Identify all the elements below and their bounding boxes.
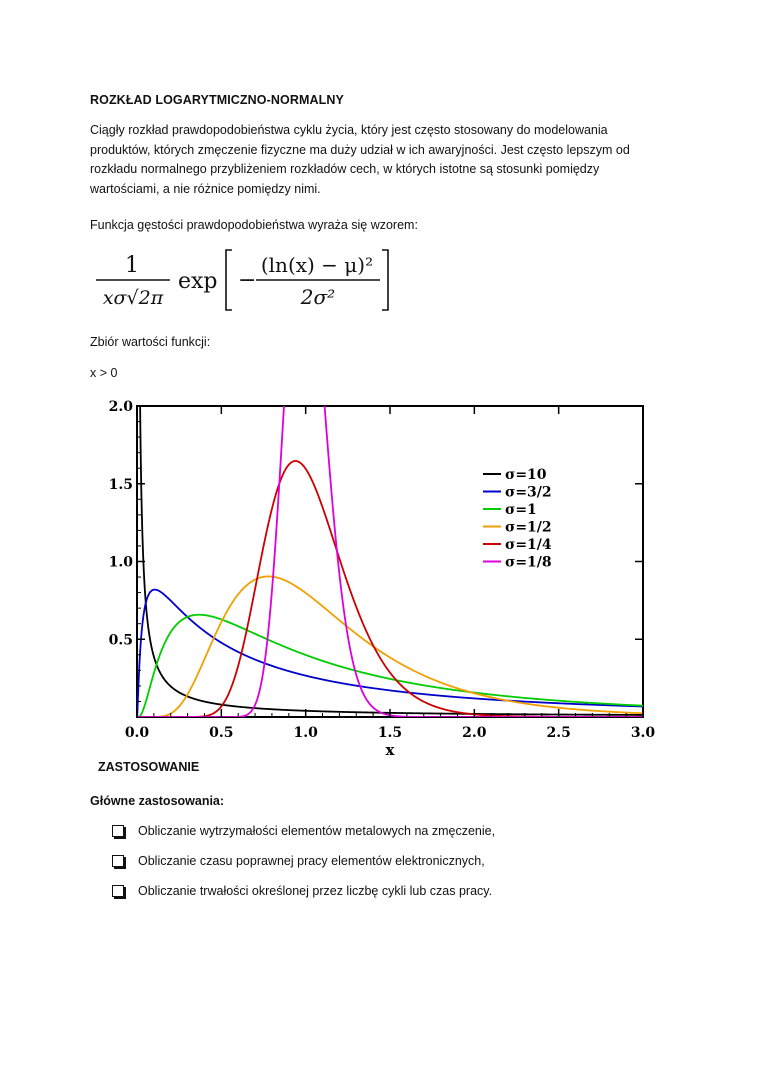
list-item-text: Obliczanie wytrzymałości elementów metalowych na zmęczenie, [138,824,496,838]
legend-label-5: σ=1/8 [505,554,552,571]
formula-denominator-left: xσ√2π [102,287,164,309]
domain-label: Zbiór wartości funkcji: [90,335,211,349]
formula-intro: Funkcja gęstości prawdopodobieństwa wyraża się wzorem: [90,218,418,232]
legend-label-1: σ=3/2 [505,484,552,501]
series-line-5 [137,393,643,717]
legend-label-4: σ=1/4 [505,537,552,553]
y-tick-label-0: 0.5 [108,632,133,649]
density-formula [90,244,400,316]
section-title: ZASTOSOWANIE [98,760,200,774]
intro-paragraph [90,121,670,199]
y-tick-label-2: 1.5 [108,476,133,493]
applications-list [112,823,495,913]
legend-label-3: σ=1/2 [505,519,552,536]
list-item [112,883,495,913]
lognormal-density-chart [90,393,660,765]
series-line-1 [137,590,643,717]
series-line-2 [137,615,643,717]
domain-condition: x > 0 [90,366,118,380]
formula-minus: − [238,268,257,293]
series-line-3 [137,576,643,717]
paragraph-line: Ciągły rozkład prawdopodobieństwa cyklu życia, który jest często stosowany do modelowania [90,123,608,137]
x-tick-label-6: 3.0 [630,725,656,741]
list-item-text: Obliczanie czasu poprawnej pracy elementów elektronicznych, [138,854,485,868]
subheading: Główne zastosowania: [90,794,225,808]
formula-denominator-right: 2σ² [300,285,336,309]
y-tick-label-3: 2.0 [108,399,133,415]
page-heading: ROZKŁAD LOGARYTMICZNO-NORMALNY [90,93,344,107]
legend-label-2: σ=1 [505,502,537,518]
paragraph-line: produktów, których zmęczenie fizyczne ma duży udział w ich awaryjności. Jest często lepszym od [90,142,630,157]
x-tick-label-3: 1.5 [377,725,403,741]
formula-bracket-right [382,250,388,310]
x-axis-label: x [385,741,395,759]
formula-exp: exp [178,269,218,294]
formula-numerator-left: 1 [125,253,139,278]
series-line-0 [137,393,643,715]
paragraph-line: wartościami, a nie różnice pomiędzy nimi. [90,181,321,196]
x-tick-label-2: 1.0 [293,725,318,741]
plot-frame [137,406,643,717]
checkbox-bullet-icon [112,855,124,867]
checkbox-bullet-icon [112,885,124,897]
x-tick-label-1: 0.5 [209,725,234,741]
list-item-text: Obliczanie trwałości określonej przez liczbę cykli lub czas pracy. [138,884,493,898]
list-item [112,823,495,853]
paragraph-line: rozkładu normalnego przybliżeniem rozkładów cech, w których istotne są stosunki pomiędzy [90,162,600,177]
list-item [112,853,495,883]
legend-label-0: σ=10 [505,467,547,483]
x-tick-label-0: 0.0 [124,725,150,741]
x-tick-label-4: 2.0 [462,725,487,741]
checkbox-bullet-icon [112,825,124,837]
formula-numerator-right: (ln(x) − μ)² [260,253,374,277]
formula-bracket-left [226,250,232,310]
y-tick-label-1: 1.0 [108,554,133,571]
x-tick-label-5: 2.5 [546,725,571,741]
